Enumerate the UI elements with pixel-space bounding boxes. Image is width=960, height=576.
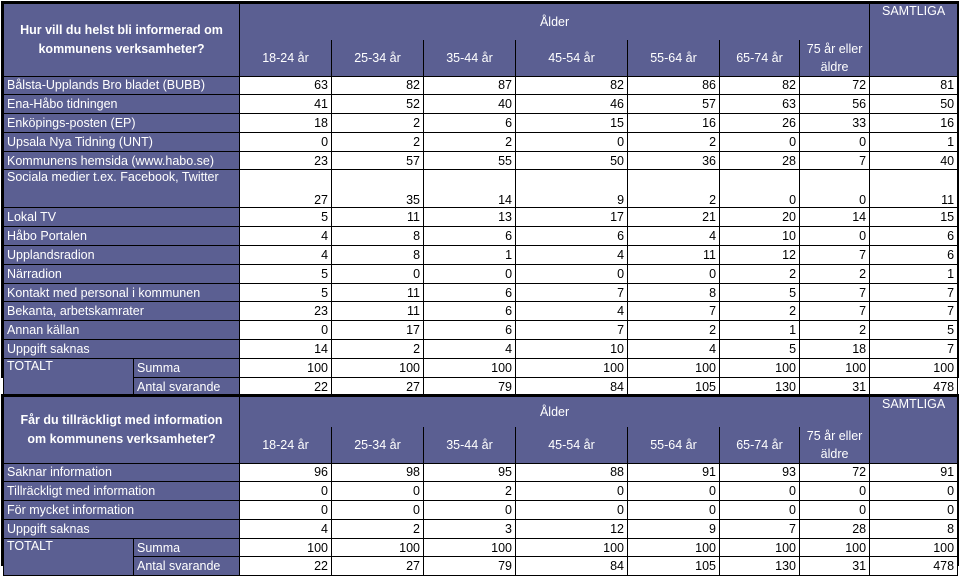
value-cell: 63 — [720, 95, 800, 114]
row-label: Saknar information — [4, 463, 240, 482]
age-group-column-header: 65-74 år — [720, 40, 800, 77]
age-group-column-header: 45-54 år — [516, 40, 628, 77]
value-cell: 7 — [516, 283, 628, 302]
value-cell: 0 — [720, 482, 800, 501]
value-cell: 56 — [800, 95, 870, 114]
value-cell: 26 — [720, 114, 800, 133]
value-cell: 82 — [332, 76, 424, 95]
respondents-value-cell: 79 — [424, 557, 516, 576]
value-cell: 13 — [424, 208, 516, 227]
value-cell: 0 — [628, 482, 720, 501]
row-label: Bekanta, arbetskamrater — [4, 302, 240, 321]
respondents-value-cell: 84 — [516, 557, 628, 576]
table-row — [4, 283, 958, 302]
summa-value-cell: 100 — [870, 538, 958, 557]
question-header — [4, 4, 240, 77]
value-cell: 11 — [332, 208, 424, 227]
value-cell: 96 — [240, 463, 332, 482]
value-cell: 0 — [800, 170, 870, 208]
total-label: TOTALT — [4, 358, 134, 396]
value-cell: 0 — [800, 482, 870, 501]
row-label: Kontakt med personal i kommunen — [4, 283, 240, 302]
value-cell: 6 — [516, 227, 628, 246]
table-row — [4, 246, 958, 265]
value-cell: 4 — [516, 302, 628, 321]
value-cell: 91 — [628, 463, 720, 482]
value-cell: 6 — [424, 321, 516, 340]
value-cell: 6 — [424, 302, 516, 321]
summa-value-cell: 100 — [720, 538, 800, 557]
value-cell: 95 — [424, 463, 516, 482]
value-cell: 1 — [720, 321, 800, 340]
summa-label: Summa — [134, 358, 240, 377]
value-cell: 8 — [332, 227, 424, 246]
summa-value-cell: 100 — [628, 538, 720, 557]
value-cell: 6 — [870, 246, 958, 265]
value-cell: 3 — [424, 519, 516, 538]
value-cell: 88 — [516, 463, 628, 482]
row-label: Håbo Portalen — [4, 227, 240, 246]
value-cell: 4 — [240, 246, 332, 265]
value-cell: 11 — [628, 246, 720, 265]
value-cell: 0 — [332, 482, 424, 501]
value-cell: 0 — [800, 501, 870, 520]
row-label: Enköpings-posten (EP) — [4, 114, 240, 133]
summa-value-cell: 100 — [424, 538, 516, 557]
value-cell: 2 — [628, 132, 720, 151]
age-group-column-header: 55-64 år — [628, 40, 720, 77]
value-cell: 50 — [516, 151, 628, 170]
value-cell: 0 — [240, 482, 332, 501]
value-cell: 0 — [628, 501, 720, 520]
value-cell: 2 — [800, 321, 870, 340]
value-cell: 11 — [870, 170, 958, 208]
value-cell: 2 — [332, 340, 424, 359]
value-cell: 2 — [424, 482, 516, 501]
value-cell: 10 — [720, 227, 800, 246]
age-group-column-header: 75 år eller äldre — [800, 40, 870, 77]
value-cell: 7 — [800, 151, 870, 170]
value-cell: 40 — [424, 95, 516, 114]
value-cell: 8 — [870, 519, 958, 538]
value-cell: 7 — [628, 302, 720, 321]
value-cell: 36 — [628, 151, 720, 170]
respondents-row — [4, 557, 958, 576]
value-cell: 7 — [870, 302, 958, 321]
value-cell: 57 — [332, 151, 424, 170]
respondents-value-cell: 22 — [240, 377, 332, 396]
age-group-column-header: 18-24 år — [240, 427, 332, 464]
age-group-column-header: 35-44 år — [424, 40, 516, 77]
value-cell: 9 — [516, 170, 628, 208]
value-cell: 91 — [870, 463, 958, 482]
row-label: Uppgift saknas — [4, 519, 240, 538]
table-row — [4, 208, 958, 227]
value-cell: 0 — [800, 132, 870, 151]
total-column-header: SAMTLIGA — [870, 4, 958, 77]
value-cell: 4 — [516, 246, 628, 265]
value-cell: 17 — [516, 208, 628, 227]
value-cell: 15 — [516, 114, 628, 133]
value-cell: 57 — [628, 95, 720, 114]
value-cell: 0 — [800, 227, 870, 246]
age-group-column-header: 18-24 år — [240, 40, 332, 77]
value-cell: 1 — [870, 132, 958, 151]
age-group-header: Ålder — [240, 397, 870, 427]
row-label: Ena-Håbo tidningen — [4, 95, 240, 114]
summa-value-cell: 100 — [628, 358, 720, 377]
value-cell: 0 — [516, 132, 628, 151]
value-cell: 4 — [628, 340, 720, 359]
value-cell: 0 — [516, 264, 628, 283]
value-cell: 5 — [720, 340, 800, 359]
summa-value-cell: 100 — [800, 538, 870, 557]
value-cell: 6 — [424, 227, 516, 246]
respondents-value-cell: 105 — [628, 557, 720, 576]
row-label: Uppgift saknas — [4, 340, 240, 359]
value-cell: 4 — [628, 227, 720, 246]
value-cell: 35 — [332, 170, 424, 208]
respondents-value-cell: 478 — [870, 557, 958, 576]
summa-value-cell: 100 — [516, 358, 628, 377]
summa-value-cell: 100 — [800, 358, 870, 377]
value-cell: 8 — [332, 246, 424, 265]
value-cell: 87 — [424, 76, 516, 95]
value-cell: 16 — [870, 114, 958, 133]
table-row — [4, 302, 958, 321]
respondents-value-cell: 79 — [424, 377, 516, 396]
value-cell: 2 — [628, 170, 720, 208]
value-cell: 28 — [720, 151, 800, 170]
value-cell: 2 — [332, 519, 424, 538]
value-cell: 23 — [240, 302, 332, 321]
table-row — [4, 264, 958, 283]
row-label: Kommunens hemsida (www.habo.se) — [4, 151, 240, 170]
age-group-header: Ålder — [240, 4, 870, 40]
value-cell: 12 — [720, 246, 800, 265]
age-group-column-header: 45-54 år — [516, 427, 628, 464]
respondents-value-cell: 478 — [870, 377, 958, 396]
value-cell: 0 — [720, 170, 800, 208]
row-label: Tillräckligt med information — [4, 482, 240, 501]
value-cell: 7 — [800, 246, 870, 265]
value-cell: 20 — [720, 208, 800, 227]
table-row — [4, 227, 958, 246]
table-information-sufficiency — [1, 394, 959, 574]
row-label: För mycket information — [4, 501, 240, 520]
respondents-value-cell: 27 — [332, 557, 424, 576]
value-cell: 4 — [424, 340, 516, 359]
value-cell: 27 — [240, 170, 332, 208]
value-cell: 0 — [424, 501, 516, 520]
summa-label: Summa — [134, 538, 240, 557]
table-row — [4, 501, 958, 520]
value-cell: 72 — [800, 76, 870, 95]
value-cell: 0 — [240, 321, 332, 340]
value-cell: 2 — [800, 264, 870, 283]
row-label: Annan källan — [4, 321, 240, 340]
row-label: Upplandsradion — [4, 246, 240, 265]
value-cell: 40 — [870, 151, 958, 170]
age-group-column-header: 25-34 år — [332, 427, 424, 464]
summa-value-cell: 100 — [332, 358, 424, 377]
respondents-value-cell: 105 — [628, 377, 720, 396]
value-cell: 2 — [720, 302, 800, 321]
age-group-column-header: 35-44 år — [424, 427, 516, 464]
value-cell: 0 — [516, 501, 628, 520]
table-row — [4, 132, 958, 151]
value-cell: 7 — [516, 321, 628, 340]
value-cell: 17 — [332, 321, 424, 340]
table-row — [4, 519, 958, 538]
table-row — [4, 463, 958, 482]
table-row — [4, 482, 958, 501]
table-row — [4, 321, 958, 340]
value-cell: 7 — [720, 519, 800, 538]
table-row — [4, 151, 958, 170]
value-cell: 1 — [424, 246, 516, 265]
value-cell: 52 — [332, 95, 424, 114]
summa-value-cell: 100 — [516, 538, 628, 557]
respondents-value-cell: 31 — [800, 377, 870, 396]
value-cell: 7 — [800, 302, 870, 321]
value-cell: 63 — [240, 76, 332, 95]
respondents-value-cell: 22 — [240, 557, 332, 576]
value-cell: 0 — [240, 501, 332, 520]
age-group-column-header: 75 år eller äldre — [800, 427, 870, 464]
total-row — [4, 358, 958, 377]
value-cell: 2 — [332, 114, 424, 133]
value-cell: 81 — [870, 76, 958, 95]
value-cell: 6 — [424, 283, 516, 302]
value-cell: 2 — [628, 321, 720, 340]
value-cell: 0 — [720, 501, 800, 520]
row-label: Närradion — [4, 264, 240, 283]
summa-value-cell: 100 — [332, 538, 424, 557]
value-cell: 18 — [800, 340, 870, 359]
value-cell: 0 — [332, 501, 424, 520]
summa-value-cell: 100 — [870, 358, 958, 377]
value-cell: 82 — [720, 76, 800, 95]
table-information-preference — [1, 1, 959, 394]
value-cell: 8 — [628, 283, 720, 302]
value-cell: 16 — [628, 114, 720, 133]
value-cell: 14 — [424, 170, 516, 208]
summa-value-cell: 100 — [240, 358, 332, 377]
value-cell: 5 — [240, 208, 332, 227]
value-cell: 98 — [332, 463, 424, 482]
table-row — [4, 340, 958, 359]
value-cell: 5 — [240, 264, 332, 283]
value-cell: 11 — [332, 283, 424, 302]
respondents-value-cell: 130 — [720, 557, 800, 576]
age-group-column-header: 65-74 år — [720, 427, 800, 464]
row-label: Lokal TV — [4, 208, 240, 227]
value-cell: 9 — [628, 519, 720, 538]
value-cell: 28 — [800, 519, 870, 538]
value-cell: 14 — [800, 208, 870, 227]
value-cell: 7 — [870, 340, 958, 359]
value-cell: 55 — [424, 151, 516, 170]
value-cell: 4 — [240, 519, 332, 538]
respondents-label: Antal svarande — [134, 377, 240, 396]
value-cell: 10 — [516, 340, 628, 359]
value-cell: 0 — [332, 264, 424, 283]
value-cell: 82 — [516, 76, 628, 95]
value-cell: 23 — [240, 151, 332, 170]
value-cell: 6 — [870, 227, 958, 246]
value-cell: 5 — [870, 321, 958, 340]
total-label: TOTALT — [4, 538, 134, 576]
value-cell: 93 — [720, 463, 800, 482]
value-cell: 4 — [240, 227, 332, 246]
value-cell: 0 — [424, 264, 516, 283]
value-cell: 5 — [720, 283, 800, 302]
value-cell: 72 — [800, 463, 870, 482]
age-group-column-header: 55-64 år — [628, 427, 720, 464]
question-header — [4, 397, 240, 464]
question-text: Hur vill du helst bli informerad om kommunens verksamheter? — [20, 22, 223, 56]
summa-value-cell: 100 — [424, 358, 516, 377]
value-cell: 0 — [720, 132, 800, 151]
value-cell: 7 — [870, 283, 958, 302]
row-label: Sociala medier t.ex. Facebook, Twitter — [4, 170, 240, 208]
value-cell: 41 — [240, 95, 332, 114]
respondents-value-cell: 84 — [516, 377, 628, 396]
value-cell: 6 — [424, 114, 516, 133]
value-cell: 0 — [240, 132, 332, 151]
value-cell: 11 — [332, 302, 424, 321]
question-text: Får du tillräckligt med information om kommunens verksamheter? — [20, 412, 223, 446]
respondents-value-cell: 130 — [720, 377, 800, 396]
value-cell: 50 — [870, 95, 958, 114]
table-row — [4, 114, 958, 133]
respondents-value-cell: 27 — [332, 377, 424, 396]
respondents-label: Antal svarande — [134, 557, 240, 576]
value-cell: 2 — [424, 132, 516, 151]
value-cell: 33 — [800, 114, 870, 133]
table-row — [4, 170, 958, 208]
value-cell: 0 — [870, 482, 958, 501]
summa-value-cell: 100 — [720, 358, 800, 377]
value-cell: 15 — [870, 208, 958, 227]
value-cell: 0 — [516, 482, 628, 501]
table-row — [4, 95, 958, 114]
summa-value-cell: 100 — [240, 538, 332, 557]
row-label: Upsala Nya Tidning (UNT) — [4, 132, 240, 151]
age-group-column-header: 25-34 år — [332, 40, 424, 77]
value-cell: 0 — [870, 501, 958, 520]
value-cell: 46 — [516, 95, 628, 114]
value-cell: 0 — [628, 264, 720, 283]
value-cell: 2 — [332, 132, 424, 151]
total-column-header: SAMTLIGA — [870, 397, 958, 464]
respondents-value-cell: 31 — [800, 557, 870, 576]
total-row — [4, 538, 958, 557]
value-cell: 21 — [628, 208, 720, 227]
value-cell: 86 — [628, 76, 720, 95]
value-cell: 7 — [800, 283, 870, 302]
value-cell: 5 — [240, 283, 332, 302]
row-label: Bålsta-Upplands Bro bladet (BUBB) — [4, 76, 240, 95]
value-cell: 2 — [720, 264, 800, 283]
value-cell: 14 — [240, 340, 332, 359]
table-row — [4, 76, 958, 95]
value-cell: 1 — [870, 264, 958, 283]
value-cell: 18 — [240, 114, 332, 133]
value-cell: 12 — [516, 519, 628, 538]
